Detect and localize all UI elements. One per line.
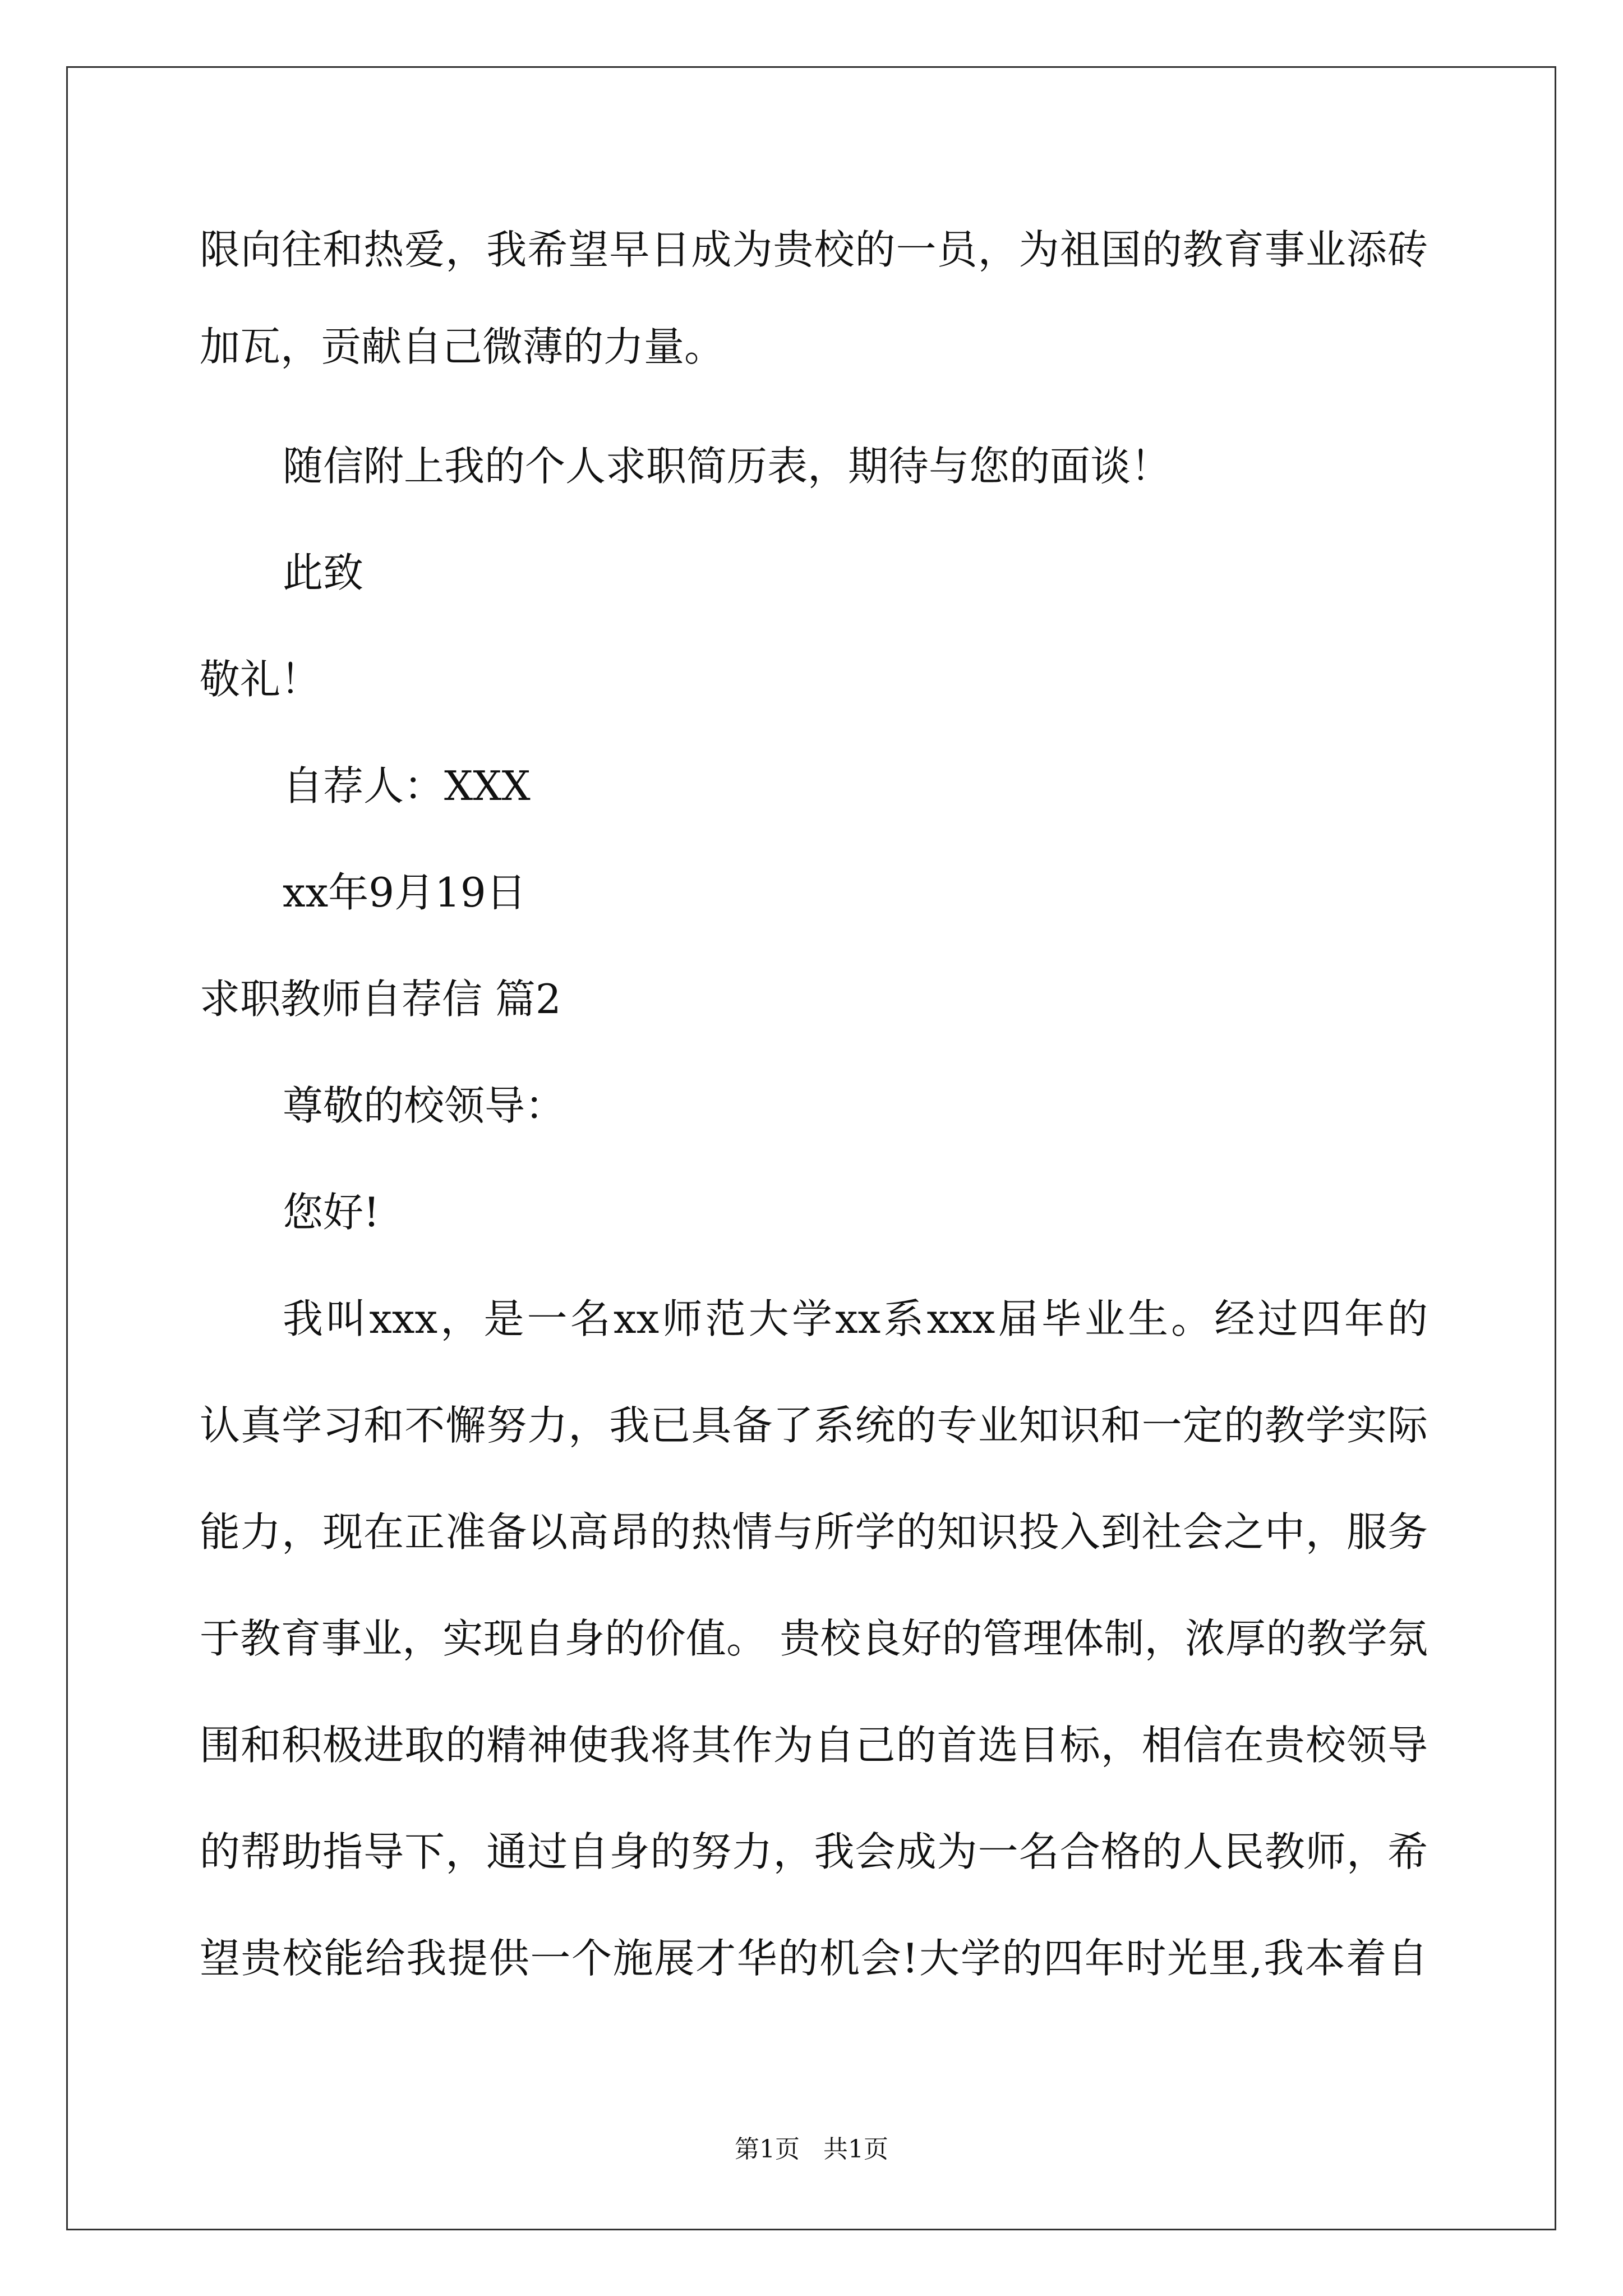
body-line-15: 围和积极进取的精神使我将其作为自己的首选目标，相信在贵校领导: [200, 1722, 1428, 1769]
date: xx年9月19日: [283, 869, 527, 916]
body-line-2: 加瓦，贡献自己微薄的力量。: [200, 323, 725, 370]
signature: 自荐人：XXX: [283, 762, 531, 809]
greeting-recipient: 尊敬的校领导：: [283, 1082, 566, 1129]
section-title: 求职教师自荐信 篇2: [200, 976, 561, 1023]
greeting-hello: 您好!: [283, 1189, 380, 1236]
body-line-13: 能力，现在正准备以高昂的热情与所学的知识投入到社会之中，服务: [200, 1508, 1428, 1556]
body-line-16: 的帮助指导下，通过自身的努力，我会成为一名合格的人民教师，希: [200, 1828, 1428, 1875]
page-border: [66, 66, 1556, 2230]
body-line-14: 于教育事业，实现自身的价值。 贵校良好的管理体制，浓厚的教学氛: [200, 1615, 1428, 1662]
salutation-closing: 敬礼！: [200, 656, 321, 703]
closing-phrase: 此致: [283, 549, 364, 596]
body-line-12: 认真学习和不懈努力，我已具备了系统的专业知识和一定的教学实际: [200, 1402, 1428, 1449]
page-footer: 第1页 共1页: [735, 2135, 888, 2164]
body-line-3: 随信附上我的个人求职简历表，期待与您的面谈！: [283, 443, 1172, 490]
body-line-1: 限向往和热爱，我希望早日成为贵校的一员，为祖国的教育事业添砖: [200, 226, 1428, 273]
body-line-11: 我叫xxx，是一名xx师范大学xx系xxx届毕业生。经过四年的: [283, 1295, 1428, 1342]
body-line-17: 望贵校能给我提供一个施展才华的机会!大学的四年时光里,我本着自: [200, 1935, 1428, 1982]
